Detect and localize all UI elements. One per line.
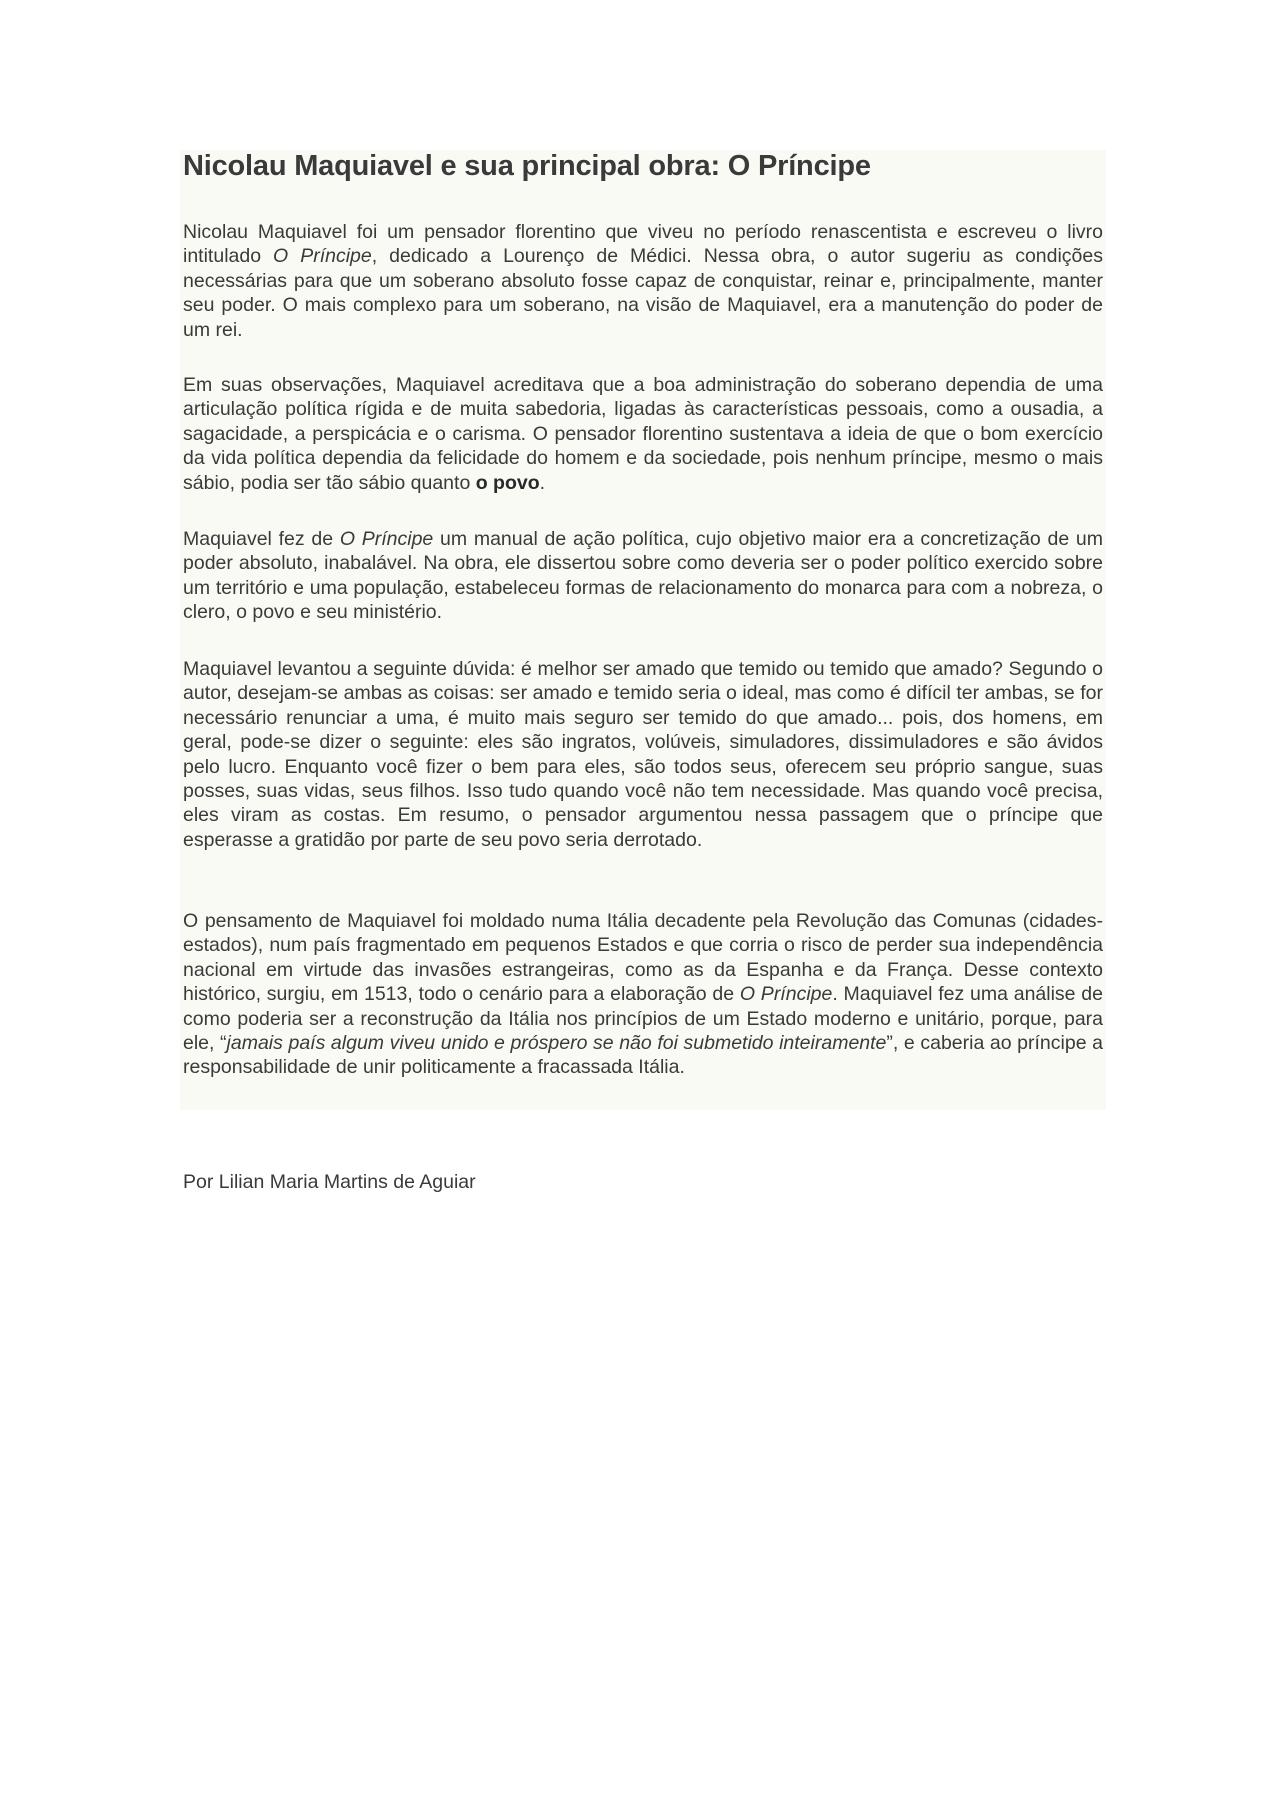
- o-povo-bold: o povo: [475, 471, 540, 494]
- paragraph-1-text-c: , dedicado a Lourenço de Médici. Nessa obra, o autor sugeriu as condições necessárias para que um soberano absoluto fosse capaz de conquistar, reinar e, principalmente, manter seu poder. O mais complexo para um soberano, na visão de Maquiavel, era a manutenção do poder de um rei.: [183, 245, 1103, 341]
- author-byline: Por Lilian Maria Martins de Aguiar: [183, 1171, 476, 1193]
- paragraph-3-text-c: um manual de ação política, cujo objetivo maior era a concretização de um poder absoluto, inabalável. Na obra, ele dissertou sobre como deveria ser o poder político exercido sobre um território e uma população, estabeleceu formas de relacionamento do monarca para com a nobreza, o clero, o povo e seu ministério.: [183, 528, 1103, 624]
- paragraph-5-text-e: ”, e caberia ao príncipe a responsabilidade de unir politicamente a fracassada Itália.: [183, 1032, 1103, 1079]
- paragraph-5: [183, 909, 1103, 1080]
- paragraph-3-text-a: Maquiavel fez de: [183, 528, 340, 550]
- paragraph-5-text-c: . Maquiavel fez uma análise de como poderia ser a reconstrução da Itália nos princípios de um Estado moderno e unitário, porque, para ele, “: [183, 983, 1103, 1055]
- page-title: Nicolau Maquiavel e sua principal obra: O Príncipe: [183, 150, 871, 182]
- paragraph-2: [183, 373, 1103, 495]
- paragraph-2-text-c: .: [539, 471, 546, 494]
- paragraph-1: [183, 220, 1103, 342]
- book-title-italic: O Príncipe: [339, 528, 434, 550]
- book-title-italic: O Príncipe: [273, 245, 372, 268]
- paragraph-1-text-a: Nicolau Maquiavel foi um pensador florentino que viveu no período renascentista e escreveu o livro intitulado: [183, 221, 1103, 268]
- paragraph-3: [183, 527, 1103, 625]
- paragraph-5-text-a: O pensamento de Maquiavel foi moldado numa Itália decadente pela Revolução das Comunas (cidades-estados), num país fragmentado em pequenos Estados e que corria o risco de perder sua independência nacional em virtude das invasões estrangeiras, como as da Espanha e da França. Desse contexto histórico, surgiu, em 1513, todo o cenário para a elaboração de: [183, 910, 1103, 1006]
- quote-italic: jamais país algum viveu unido e próspero se não foi submetido inteiramente: [226, 1032, 887, 1055]
- book-title-italic: O Príncipe: [739, 983, 833, 1006]
- paragraph-2-text-a: Em suas observações, Maquiavel acreditava que a boa administração do soberano dependia de uma articulação política rígida e de muita sabedoria, ligadas às características pessoais, como a ousadia, a sagacidade, a perspicácia e o carisma. O pensador florentino sustentava a ideia de que o bom exercício da vida política dependia da felicidade do homem e da sociedade, pois nenhum príncipe, mesmo o mais sábio, podia ser tão sábio quanto: [183, 374, 1103, 494]
- paragraph-4: Maquiavel levantou a seguinte dúvida: é melhor ser amado que temido ou temido que amado? Segundo o autor, desejam-se ambas as coisas: ser amado e temido seria o ideal, mas como é difícil ter ambas, se for necessário renunciar a uma, é muito mais seguro ser temido do que amado... pois, dos homens, em geral, pode-se dizer o seguinte: eles são ingratos, volúveis, simuladores, dissimuladores e são ávidos pelo lucro. Enquanto você fizer o bem para eles, são todos seus, oferecem seu próprio sangue, suas posses, suas vidas, seus filhos. Isso tudo quando você não tem necessidade. Mas quando você precisa, eles viram as costas. Em resumo, o pensador argumentou nessa passagem que o príncipe que esperasse a gratidão por parte de seu povo seria derrotado.: [183, 658, 1103, 851]
